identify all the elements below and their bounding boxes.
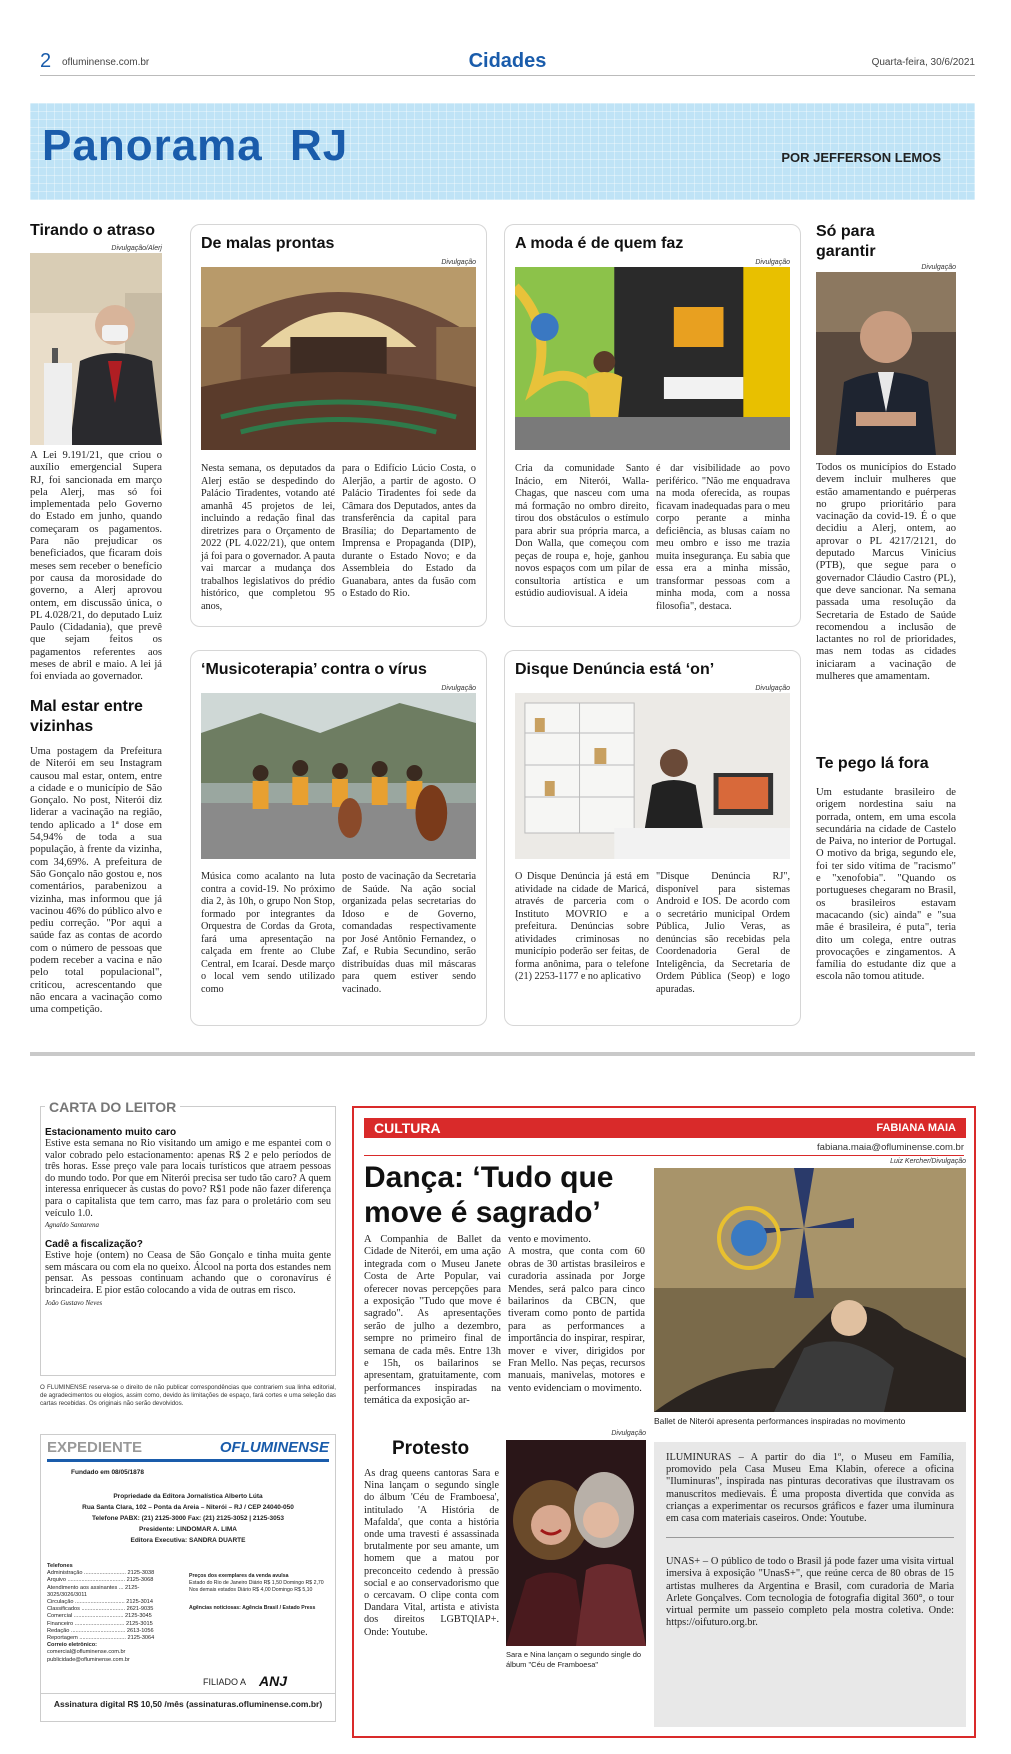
carta-title: CARTA DO LEITOR (45, 1099, 180, 1115)
section-divider (30, 1052, 975, 1056)
letter-title: Estacionamento muito caro (45, 1127, 177, 1138)
story-title: A moda é de quem faz (515, 235, 684, 252)
photo-palacio-tiradentes (201, 267, 476, 450)
expediente-editor: Editora Executiva: SANDRA DUARTE (130, 1537, 246, 1544)
story-title: ‘Musicoterapia’ contra o vírus (201, 661, 427, 678)
column-byline: POR JEFFERSON LEMOS (781, 150, 941, 165)
cultura-box (352, 1106, 976, 1738)
letter-author: Agnaldo Santarena (45, 1221, 99, 1230)
cultura-photo-credit: Luiz Kercher/Divulgação (890, 1158, 966, 1165)
story-body-col1: Música como acalanto na luta contra a covid-19. No próximo dia 2, às 10h, o grupo Non Stop, formado por integrantes da Orquestra de Cordas da Grota, fará uma apresentação na calçada em frente ao Clube Central, em Icaraí. Desde março o local vem sendo utilizado como (201, 871, 335, 995)
agenda-divider (666, 1537, 954, 1538)
letter-body: Estive esta semana no Rio visitando um amigo e me espantei com o valor cobrado pelo estacionamento: apenas R$ 2 e pelo períodos de três horas. Esse preço vale para locais turísticos que atraem pessoas do mundo todo. Por que em Niterói precisa ser tudo tão caro? A quem interessa enriquecer às custas do povo? R$1 pode não fazer diferença para o capitalista que tem carro, mas faz para o proletário com seu veículo 1.0. (45, 1138, 331, 1219)
cultura-author: FABIANA MAIA (876, 1122, 956, 1134)
protesto-credit: Divulgação (611, 1430, 646, 1437)
filiado-label: FILIADO A (203, 1677, 247, 1687)
letter-body: Estive hoje (ontem) no Ceasa de São Gonçalo e tinha muita gente sem máscara ou com ela no queixo. Álcool na porta dos estandes nem pensar. As pessoas continuam achando que o coronavírus é brincadeira. E pior estão colocando a vida de outras em risco. (45, 1250, 331, 1296)
photo-musicians (201, 693, 476, 859)
photo-ballet-dancer (654, 1168, 966, 1412)
phone-item: Financeiro ................................ 2125-3015 (47, 1620, 153, 1627)
expediente-divider (41, 1693, 335, 1694)
phone-item: Comercial ................................ 2125-3045 (47, 1613, 152, 1620)
photo-credit: Divulgação (755, 685, 790, 692)
protesto-body: As drag queens cantoras Sara e Nina lançam o segundo single do álbum 'Céu de Framboesa', intitulado 'A História de Mafalda', que conta a história onde uma travesti é assassinada brutalmente por seu amante, um homem que a matou por preconceito cedendo à pressão social e ao conservadorismo que o cercavam. O clipe conta com Dandara Vital, artista e ativista dos direitos LGBTQIAP+. Onde: Youtube. (364, 1468, 499, 1638)
photo-credit: Divulgação (755, 259, 790, 266)
story-musico (190, 650, 487, 1026)
phone-item: Administração ........................... 2125-3038 (47, 1570, 155, 1577)
story-title: Te pego lá fora (816, 755, 929, 772)
prices-title: Preços dos exemplares da venda avulsa (189, 1573, 289, 1579)
expediente-phone: Telefone PABX: (21) 2125-3000 Fax: (21) 2125-3052 | 2125-3053 (92, 1515, 284, 1522)
story-title: De malas prontas (201, 235, 335, 252)
phone-item: Classificados ............................ 2621-9035 (47, 1606, 154, 1613)
photo-credit: Divulgação (441, 685, 476, 692)
cultura-email[interactable]: fabiana.maia@ofluminense.com.br (817, 1142, 964, 1153)
site-url[interactable]: ofluminense.com.br (62, 57, 150, 68)
price-others: Nos demais estados Diário R$ 4,00 Domingo R$ 5,10 (189, 1587, 313, 1594)
expediente-title: EXPEDIENTE (47, 1439, 143, 1456)
founded: Fundado em 08/05/1878 (71, 1469, 144, 1476)
protesto-title: Protesto (392, 1438, 470, 1459)
photo-credit: Divulgação (441, 259, 476, 266)
email-commercial[interactable]: comercial@ofluminense.com.br (47, 1649, 126, 1656)
expediente-president: Presidente: LINDOMAR A. LIMA (139, 1526, 237, 1533)
phone-item: Reportagem .............................. 2125-3064 (47, 1635, 155, 1642)
agenda-box (654, 1442, 966, 1727)
anj-logo: ANJ (259, 1673, 288, 1689)
cultura-body-col2-wrap (508, 1234, 645, 1395)
story-tepego (816, 755, 956, 984)
photo-drag-queens (506, 1440, 646, 1646)
story-body: Uma postagem da Prefeitura de Niterói em seu Instagram causou mal estar, ontem, entre a cidade e o município de São Gonçalo. No post, Niterói diz liderar a vacinação na região, tendo aplicado a 1ª dose em 54,94% de toda a sua população, à frente da vizinha, com 34,69%. A prefeitura de São Gonçalo não gostou e, nos comentários, parabenizou a vizinha, mas informou que já vacinou 46% do público alvo e pediu correção. "Por aqui a saúde faz as contas de acordo com o número de pessoas que podem receber a vacina e não pelo total populacional", criticou, acrescentando que não encara a vacinação como uma competição. (30, 746, 162, 1016)
phone-item: Arquivo ..................................... 2125-3068 (47, 1577, 154, 1584)
protesto-caption: Sara e Nina lançam o segundo single do álbum "Céu de Framboesa" (506, 1650, 642, 1669)
letter-author: João Gustavo Neves (45, 1298, 103, 1307)
story-body-col1: Nesta semana, os deputados da Alerj estão se despedindo do Palácio Tiradentes, votando até amanhã 45 projetos de lei, incluindo a redação final das diretrizes para o Orçamento de 2022 (PL 4.022/21), que ontem já foi para o governador. A pauta vai marcar a mudança dos trabalhos legislativos do prédio histórico, que completou 95 anos, (201, 463, 335, 612)
story-malas (190, 224, 487, 627)
photo-credit: Divulgação (921, 264, 956, 271)
story-body-col1: O Disque Denúncia já está em atividade na cidade de Maricá, através de parceria com o Instituto MOVRIO e a prefeitura. Denúncias sobre atividades criminosas no município poderão ser feitas, de forma anônima, para o telefone (21) 2253-1177 e no aplicativo (515, 871, 649, 982)
story-body-col2: posto de vacinação da Secretaria de Saúde. Na ação social organizada pelas secretarias do Idoso e de Governo, comandadas respectivamente por José Antônio Fernandez, o Zaf, e Rubia Secundino, serão distribuídas duas mil máscaras para quem estiver sendo vacinado. (342, 871, 476, 995)
story-title: Mal estar entre vizinhas (30, 698, 143, 735)
story-malestar (30, 697, 162, 1017)
story-body-col2: é dar visibilidade ao povo periférico. "Não me enquadrava na moda oferecida, as roupas ficavam inadequadas para o meu corpo perante a minha deficiência, as blusas caíam no meu ombro e isso me trazia muita insegurança. Eu sabia que essa era a minha missão, transformar pessoas com a minha moda, com a nossa filosofia", destaca. (656, 463, 790, 612)
phones-list (47, 1563, 179, 1664)
photo-don-walla-studio (515, 267, 790, 450)
expediente-rule (47, 1459, 329, 1462)
story-body: A Lei 9.191/21, que criou o auxílio emergencial Supera RJ, foi sancionada em março pela Alerj, mas só foi implementada pelo Governo do Estado em junho, quando começaram os pagamentos. Para não prejudicar os beneficiados, que ficaram dois meses sem receber o benefício por causa da morosidade do governo, a Alerj aprovou ontem, em discussão única, o PL 4.028/21, do deputado Luiz Paulo (Cidadania), que prevê que sejam feitos os pagamentos referentes aos meses de abril e maio. A lei já foi enviada ao governador. (30, 450, 162, 683)
page-number: 2 (40, 50, 52, 72)
email-label: Correio eletrônico: (47, 1642, 98, 1649)
cultura-headline: Dança: ‘Tudo que move é sagrado’ (364, 1161, 614, 1229)
story-body-col2: "Disque Denúncia RJ", disponível para sistemas Android e IOS. De acordo com o secretário municipal Ordem Pública, Julio Veras, as denúncias são recebidas pela Coordenadoria Geral de Inteligência, da Secretaria de Ordem Pública (Seop) e logo apuradas. (656, 871, 790, 995)
prices-list (189, 1573, 331, 1612)
news-agencies: Agências noticiosas: Agência Brasil / Estado Press (189, 1604, 316, 1611)
story-tirando (30, 222, 162, 684)
expediente-owner: Propriedade da Editora Jornalística Alberto Lúta (113, 1493, 263, 1500)
story-body: Todos os municípios do Estado devem incluir mulheres que estão amamentando e puérperas no grupo prioritário para vacinação da covid-19. É o que decidiu a Alerj, ontem, ao aprovar o PL 4217/2121, do deputado Marcus Vinicius (PTB), que segue para o governador Cláudio Castro (PL), que deve sancionar. Na semana passada uma resolução da Secretaria de Estado de Saúde recomendou a inclusão de lactantes no rol de prioridades, mas nem todas as cidades iniciaram a vacinação de mulheres que amamentam. (816, 462, 956, 683)
cultura-label: CULTURA (374, 1120, 441, 1136)
brand-logo: OFLUMINENSE (219, 1439, 329, 1456)
carta-note: O FLUMINENSE reserva-se o direito de não publicar correspondências que contrariem sua linha editorial, de agradecimentos ou elogios, assim como, devido às limitações de espaço, fará cortes e uma seleção das cartas recebidas. Os originais não serão devolvidos. (40, 1384, 336, 1407)
agenda-iluminuras: ILUMINURAS – A partir do dia 1º, o Museu em Família, promovido pela Casa Museu Ema Klabin, oferece a oficina "Iluminuras", inspirada nas pinturas decorativas que ilustravam os manuscritos medievais. É uma proposta divertida que convida as crianças a experimentar os recursos gráficos e fazer uma iluminura em casa com materiais caseiros. Onde: Youtube. (666, 1452, 954, 1525)
cultura-body-col2: vento e movimento. A mostra, que conta com 60 obras de 30 artistas brasileiros e curadoria assinada por Jorge Mendes, será palco para cinco bailarinos da CBCN, que tiveram como ponto de partida para as performances a importância do inspirar, respirar, mover e viver, dirigidos por Fran Mello. Nas peças, recursos manuais, manivelas, motores e vento evidenciam o movimento. (508, 1234, 645, 1394)
page-date: Quarta-feira, 30/6/2021 (871, 57, 975, 68)
story-body-col1: Cria da comunidade Santo Inácio, em Niterói, Walla-Chagas, que nasceu com uma má formação no ombro direito, tirou dos obstáculos o estímulo para abrir sua própria marca, a Don Walla, que começou com peças de roupa e, hoje, ganhou novos espaços com um pilar de consultoria artística e um estúdio audiovisual. A ideia (515, 463, 649, 599)
story-garantir (816, 222, 956, 683)
story-title: Tirando o atraso (30, 222, 156, 239)
expediente-box (40, 1434, 336, 1722)
story-body-col2: para o Edifício Lúcio Costa, o Alerjão, a partir de agosto. O Palácio Tiradentes foi sede da Câmara dos Deputados, antes da transferência da capital para Brasília; do Departamento de Imprensa e Propaganda (DIP), durante o Estado Novo; e da Assembleia do Estado da Guanabara, antes da fusão com o Estado do Rio. (342, 463, 476, 599)
letter-title: Cadê a fiscalização? (45, 1239, 143, 1251)
cultura-body-col1: A Companhia de Ballet da Cidade de Niterói, em uma ação integrada com o Museu Janete Costa de Arte Popular, vai oferecer novas percepções para a exposição "Tudo que move é sagrado". As apresentações serão de julho a dezembro, sempre no primeiro final de semana de cada mês. Entre 13h e 15h, os bailarinos se apresentam, gratuitamente, com performances inspiradas na temática da exposição ar- (364, 1234, 501, 1407)
phone-item: Redação ................................... 2613-1056 (47, 1627, 154, 1634)
cultura-rule (364, 1155, 964, 1156)
story-title: Disque Denúncia está ‘on’ (515, 661, 715, 678)
digital-subscription[interactable]: Assinatura digital R$ 10,50 /mês (assinaturas.ofluminense.com.br) (53, 1699, 323, 1709)
phone-item: Atendimento aos assinantes ... 2125-3025/3026/3011 (47, 1584, 140, 1598)
cultura-photo-caption: Ballet de Niterói apresenta performances inspiradas no movimento (654, 1416, 906, 1426)
cultura-body-col1-wrap (364, 1234, 501, 1408)
story-disque (504, 650, 801, 1026)
photo-deputy-portrait (816, 272, 956, 455)
photo-deputy-speaking (30, 253, 162, 445)
email-advertising[interactable]: publicidade@ofluminense.com.br (47, 1656, 130, 1663)
photo-credit: Divulgação/Alerj (111, 245, 162, 252)
protesto-story (364, 1438, 499, 1639)
carta-box (40, 1099, 336, 1376)
column-title: Panorama RJ (42, 121, 349, 170)
column-banner (30, 103, 975, 200)
phones-title: Telefones (47, 1563, 73, 1569)
expediente-address: Rua Santa Clara, 102 – Ponta da Areia – Niterói – RJ / CEP 24040-050 (82, 1504, 294, 1511)
phone-item: Circulação ................................ 2125-3014 (47, 1599, 154, 1606)
story-moda (504, 224, 801, 627)
section-title: Cidades (468, 50, 547, 72)
story-title: Só para garantir (816, 223, 876, 260)
story-body: Um estudante brasileiro de origem nordestina saiu na porrada, ontem, em uma escola secundária na cidade de Castelo de Paiva, no interior de Portugal. O motivo da briga, segundo ele, foi ter sido vítima de "racismo" e "xenofobia". "Quando os portugueses chegaram no Brasil, os brasileiros estavam macacando (sic) ainda" e "sua mãe é brasileira, é puta", teria dito um colega, entre outras provocações e zingamentos. A família do estudante diz que a escola não tomou atitude. (816, 787, 956, 983)
price-rj: Estado do Rio de Janeiro Diário R$ 1,50 Domingo R$ 2,70 (189, 1580, 324, 1587)
agenda-unas: UNAS+ – O público de todo o Brasil já pode fazer uma visita virtual imersiva à exposição "UnasS+", que reúne cerca de 80 obras de 15 artistas mulheres da Argentina e Brasil, com curadoria de Maria Arlete Gonçalves. Com tecnologia de fotografia digital 360°, o tour virtual permite um passeio completo pela mostra coletiva. Onde: https://oifuturo.org.br. (666, 1556, 954, 1629)
page-header (40, 50, 975, 76)
expediente-info (41, 1491, 335, 1546)
photo-disque-office (515, 693, 790, 859)
cultura-bar (364, 1118, 966, 1138)
